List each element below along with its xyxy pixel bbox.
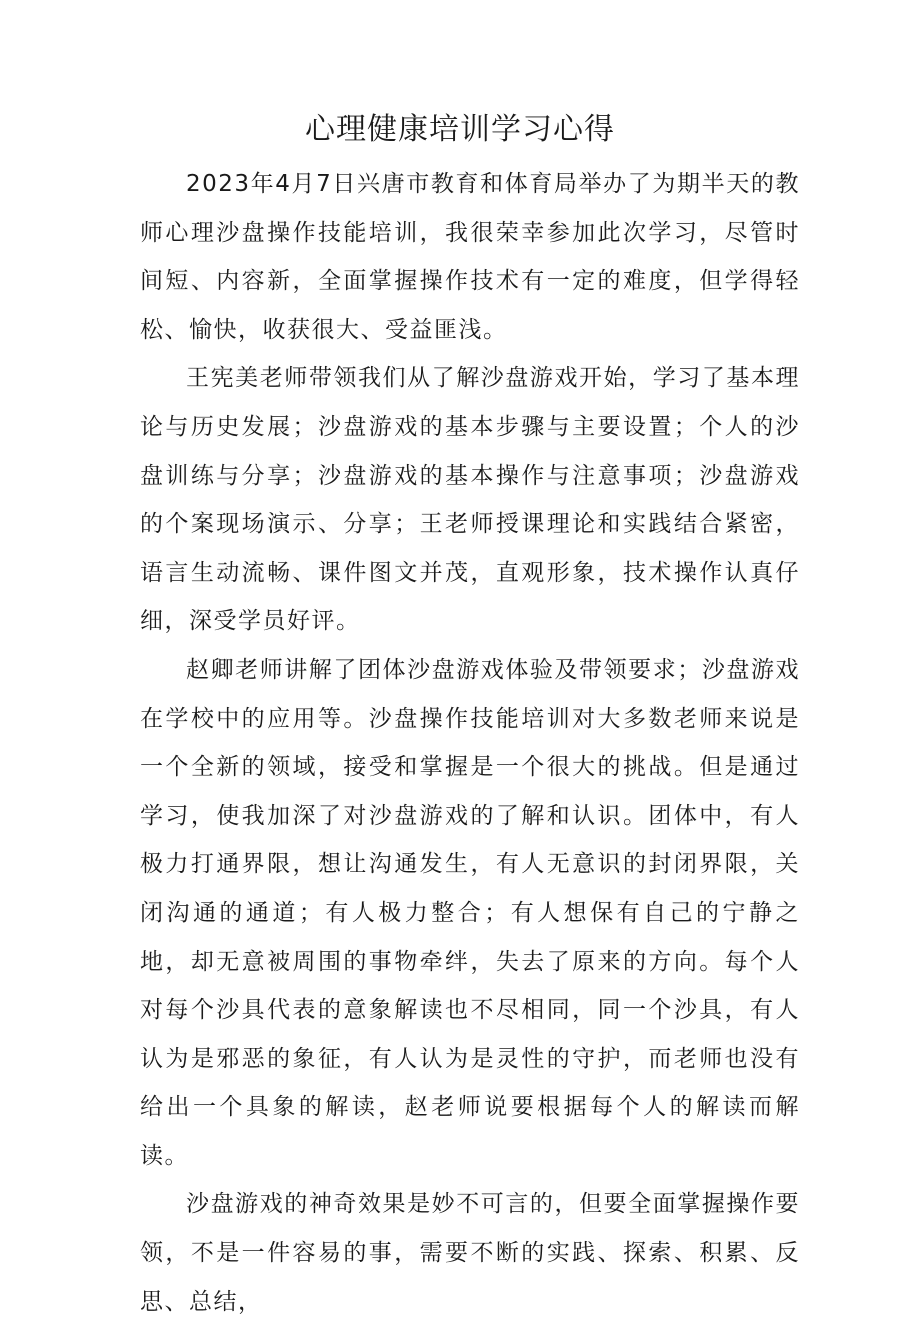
document-title: 心理健康培训学习心得: [305, 112, 615, 147]
paragraph-2: 王宪美老师带领我们从了解沙盘游戏开始，学习了基本理论与历史发展；沙盘游戏的基本步骤与主要设置；个人的沙盘训练与分享；沙盘游戏的基本操作与注意事项；沙盘游戏的个案现场演示、分享；王老师授课理论和实践结合紧密，语言生动流畅、课件图文并茂，直观形象，技术操作认真仔细，深受学员好评。: [140, 365, 800, 635]
paragraph-4: 沙盘游戏的神奇效果是妙不可言的，但要全面掌握操作要领，不是一件容易的事，需要不断的实践、探索、积累、反思、总结，: [140, 1191, 800, 1315]
document-body: [140, 160, 800, 1326]
paragraph-3: 赵卿老师讲解了团体沙盘游戏体验及带领要求；沙盘游戏在学校中的应用等。沙盘操作技能培训对大多数老师来说是一个全新的领域，接受和掌握是一个很大的挑战。但是通过学习，使我加深了对沙盘游戏的了解和认识。团体中，有人极力打通界限，想让沟通发生，有人无意识的封闭界限，关闭沟通的通道；有人极力整合；有人想保有自己的宁静之地，却无意被周围的事物牵绊，失去了原来的方向。每个人对每个沙具代表的意象解读也不尽相同，同一个沙具，有人认为是邪恶的象征，有人认为是灵性的守护，而老师也没有给出一个具象的解读，赵老师说要根据每个人的解读而解读。: [140, 656, 800, 1169]
paragraph-1: 2023年4月7日兴唐市教育和体育局举办了为期半天的教师心理沙盘操作技能培训，我很荣幸参加此次学习，尽管时间短、内容新，全面掌握操作技术有一定的难度，但学得轻松、愉快，收获很大、受益匪浅。: [140, 171, 800, 343]
